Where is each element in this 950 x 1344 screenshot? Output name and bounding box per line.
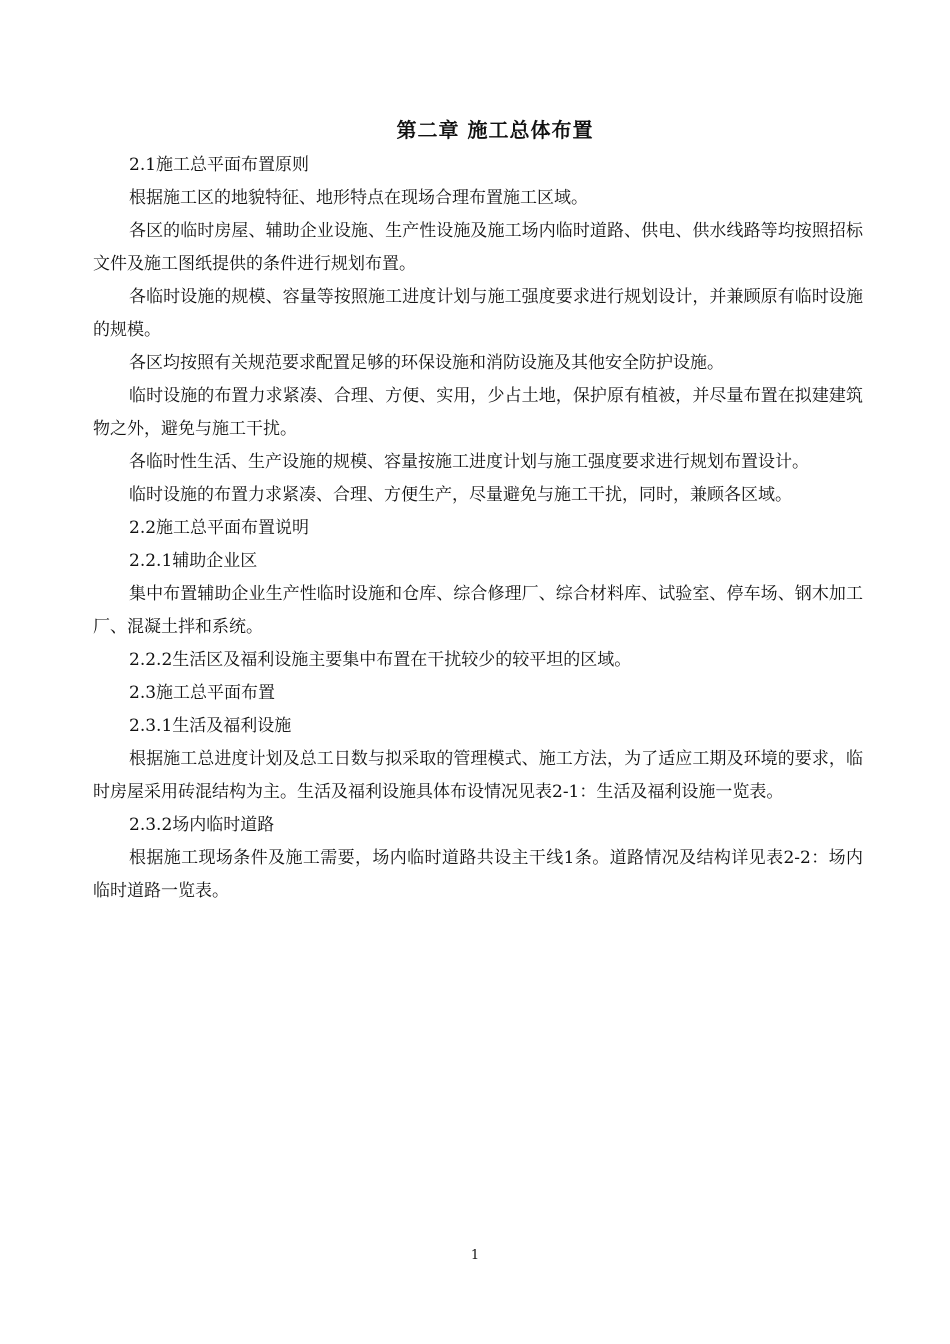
paragraph: 临时设施的布置力求紧凑、合理、方便、实用，少占土地，保护原有植被，并尽量布置在拟建建筑物之外，避免与施工干扰。 [93,386,863,439]
paragraph: 根据施工区的地貌特征、地形特点在现场合理布置施工区域。 [129,188,588,208]
paragraph: 各临时设施的规模、容量等按照施工进度计划与施工强度要求进行规划设计，并兼顾原有临时设施的规模。 [93,287,863,340]
subsection-heading: 2.3.1生活及福利设施 [129,716,292,736]
paragraph: 各区的临时房屋、辅助企业设施、生产性设施及施工场内临时道路、供电、供水线路等均按照招标文件及施工图纸提供的条件进行规划布置。 [93,221,863,274]
document-body [93,149,863,908]
section-heading: 2.3施工总平面布置 [129,683,276,703]
page-number: 1 [470,1248,480,1263]
section-heading: 2.1施工总平面布置原则 [129,155,310,175]
subsection-heading: 2.3.2场内临时道路 [129,815,275,835]
paragraph: 各临时性生活、生产设施的规模、容量按施工进度计划与施工强度要求进行规划布置设计。 [129,452,809,472]
chapter-title: 第二章 施工总体布置 [396,118,594,142]
paragraph: 根据施工总进度计划及总工日数与拟采取的管理模式、施工方法，为了适应工期及环境的要求，临时房屋采用砖混结构为主。生活及福利设施具体布设情况见表2-1：生活及福利设施一览表。 [93,749,863,802]
paragraph: 2.2.2生活区及福利设施主要集中布置在干扰较少的较平坦的区域。 [129,650,632,670]
paragraph: 集中布置辅助企业生产性临时设施和仓库、综合修理厂、综合材料库、试验室、停车场、钢木加工厂、混凝土拌和系统。 [93,584,863,637]
subsection-heading: 2.2.1辅助企业区 [129,551,258,571]
paragraph: 根据施工现场条件及施工需要，场内临时道路共设主干线1条。道路情况及结构详见表2-2：场内临时道路一览表。 [93,848,863,901]
paragraph: 临时设施的布置力求紧凑、合理、方便生产，尽量避免与施工干扰，同时，兼顾各区域。 [129,485,792,505]
paragraph: 各区均按照有关规范要求配置足够的环保设施和消防设施及其他安全防护设施。 [129,353,724,373]
section-heading: 2.2施工总平面布置说明 [129,518,310,538]
